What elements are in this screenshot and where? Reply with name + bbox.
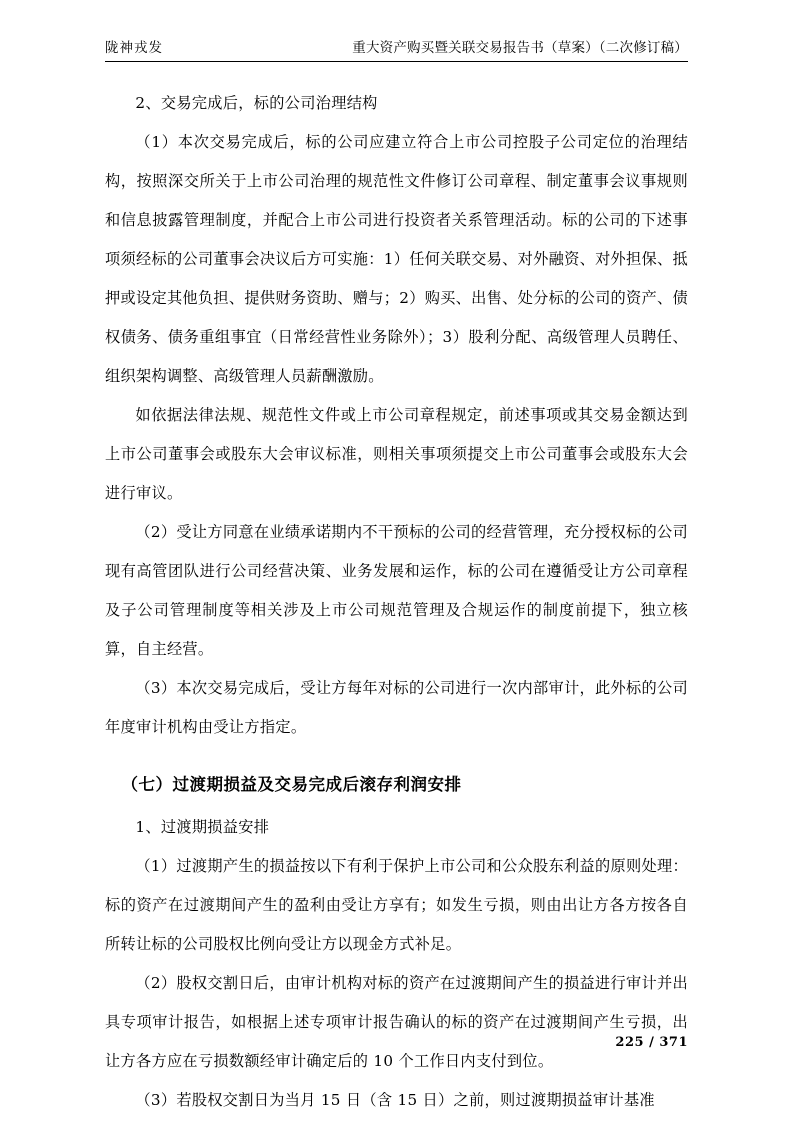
header-document-title: 重大资产购买暨关联交易报告书（草案）（二次修订稿） [352, 40, 688, 56]
paragraph-governance-note: 如依据法律法规、规范性文件或上市公司章程规定，前述事项或其交易金额达到上市公司董事会或股东大会审议标准，则相关事项须提交上市公司董事会或股东大会进行审议。 [105, 406, 688, 503]
paragraph-governance-heading: 2、交易完成后，标的公司治理结构 [135, 94, 378, 113]
section-heading-transition-period: （七）过渡期损益及交易完成后滚存利润安排 [121, 775, 462, 795]
page-content [105, 40, 688, 1120]
document-body [105, 84, 688, 1120]
page-number: 225 / 371 [615, 1035, 688, 1050]
header-divider [105, 61, 688, 62]
paragraph-transition-1: （1）过渡期产生的损益按以下有利于保护上市公司和公众股东利益的原则处理：标的资产在过渡期间产生的盈利由受让方享有；如发生亏损，则由出让方各方按各自所转让标的公司股权比例向受让方以现金方式补足。 [105, 857, 688, 954]
paragraph-transition-3: （3）若股权交割日为当月 15 日（含 15 日）之前，则过渡期损益审计基准 [135, 1091, 655, 1110]
header-company-name: 陇神戎发 [105, 40, 163, 56]
paragraph-governance-2: （2）受让方同意在业绩承诺期内不干预标的公司的经营管理，充分授权标的公司现有高管团队进行公司经营决策、业务发展和运作，标的公司在遵循受让方公司章程及子公司管理制度等相关涉及上市公司规范管理及合规运作的制度前提下，独立核算，自主经营。 [105, 523, 688, 659]
page-header [105, 40, 688, 61]
paragraph-transition-2: （2）股权交割日后，由审计机构对标的资产在过渡期间产生的损益进行审计并出具专项审计报告，如根据上述专项审计报告确认的标的资产在过渡期间产生亏损，出让方各方应在亏损数额经审计确定后的 10 个工作日内支付到位。 [105, 974, 688, 1071]
paragraph-transition-heading: 1、过渡期损益安排 [135, 818, 270, 837]
paragraph-governance-3: （3）本次交易完成后，受让方每年对标的公司进行一次内部审计，此外标的公司年度审计机构由受让方指定。 [105, 679, 688, 737]
paragraph-governance-1: （1）本次交易完成后，标的公司应建立符合上市公司控股子公司定位的治理结构，按照深交所关于上市公司治理的规范性文件修订公司章程、制定董事会议事规则和信息披露管理制度，并配合上市公司进行投资者关系管理活动。标的公司的下述事项须经标的公司董事会决议后方可实施：1）任何关联交易、对外融资、对外担保、抵押或设定其他负担、提供财务资助、赠与；2）购买、出售、处分标的公司的资产、债权债务、债务重组事宜（日常经营性业务除外）；3）股利分配、高级管理人员聘任、组织架构调整、高级管理人员薪酬激励。 [105, 133, 688, 386]
